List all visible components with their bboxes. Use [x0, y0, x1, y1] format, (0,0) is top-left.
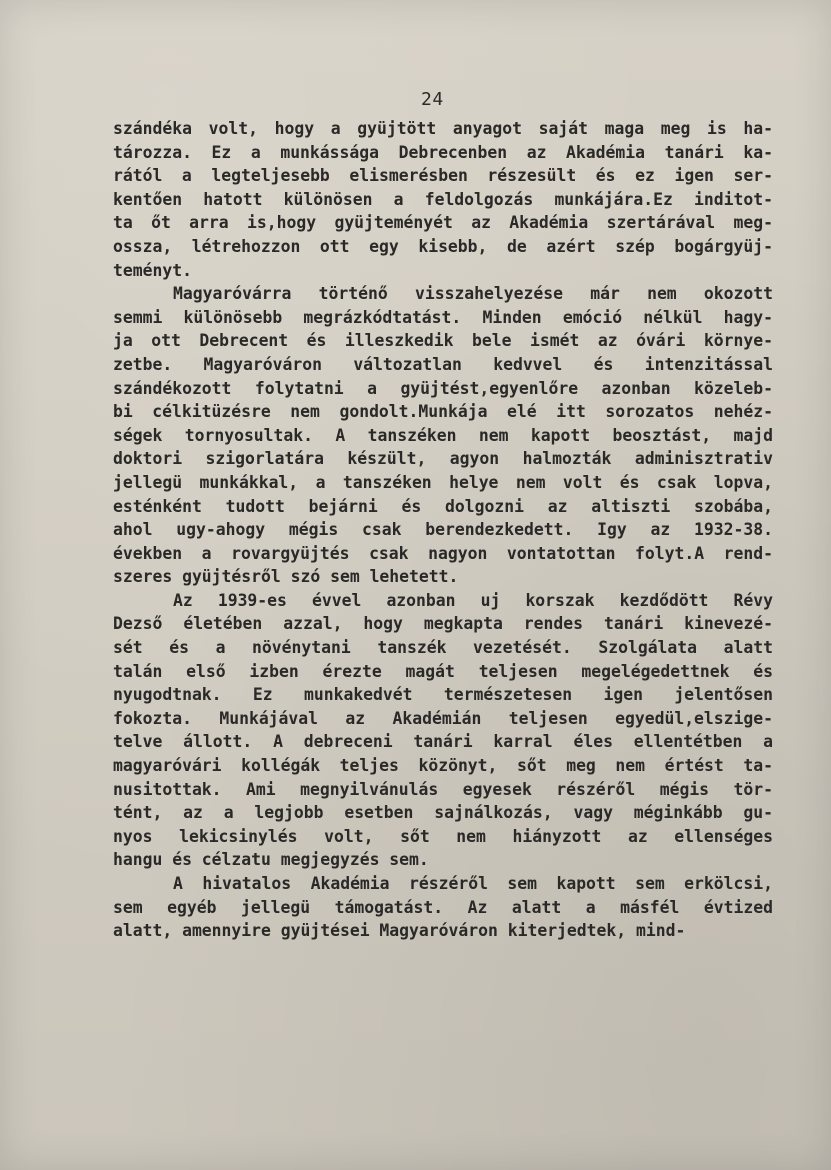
text-line: semmi különösebb megrázkódtatást. Minden emóció nélkül hagy- [113, 307, 773, 327]
body-text [113, 117, 773, 943]
text-line: alatt, amennyire gyüjtései Magyaróváron kiterjedtek, mind- [113, 921, 686, 941]
text-line: ta őt arra is,hogy gyüjteményét az Akadémia szertárával meg- [113, 213, 773, 233]
text-line: nusitottak. Ami megnyilvánulás egyesek részéről mégis tör- [113, 779, 773, 799]
paragraph [113, 872, 773, 943]
text-line: teményt. [113, 260, 192, 280]
paragraph [113, 282, 773, 589]
text-line: szándéka volt, hogy a gyüjtött anyagot saját maga meg is ha- [113, 119, 773, 138]
text-line: tént, az a legjobb esetben sajnálkozás, vagy méginkább gu- [113, 803, 773, 823]
text-line: magyaróvári kollégák teljes közönyt, sőt meg nem értést ta- [113, 756, 773, 776]
page-number: 24 [421, 89, 444, 110]
text-line: bi célkitüzésre nem gondolt.Munkája elé itt sorozatos nehéz- [113, 402, 773, 422]
text-line: esténként tudott bejárni és dolgozni az altiszti szobába, [113, 496, 773, 516]
text-line: ossza, létrehozzon ott egy kisebb, de azért szép bogárgyüj- [113, 236, 773, 256]
text-line: években a rovargyüjtés csak nagyon vontatottan folyt.A rend- [113, 543, 773, 563]
text-line: sét és a növénytani tanszék vezetését. Szolgálata alatt [113, 638, 773, 658]
text-line: ja ott Debrecent és illeszkedik bele ismét az óvári környe- [113, 331, 773, 351]
text-line: nyugodtnak. Ez munkakedvét természetesen igen jelentősen [113, 685, 773, 705]
text-line: hangu és célzatu megjegyzés sem. [113, 850, 429, 870]
text-line: doktori szigorlatára készült, agyon halmozták adminisztrativ [113, 449, 773, 469]
text-line: ahol ugy-ahogy mégis csak berendezkedett. Igy az 1932-38. [113, 520, 773, 540]
text-line: ségek tornyosultak. A tanszéken nem kapott beosztást, majd [113, 425, 773, 445]
paragraph [113, 117, 773, 282]
text-line: szeres gyüjtésről szó sem lehetett. [113, 567, 459, 587]
text-line: rától a legteljesebb elismerésben részesült és ez igen ser- [113, 166, 773, 186]
text-line: A hivatalos Akadémia részéről sem kapott sem erkölcsi, [173, 874, 773, 893]
text-line: tározza. Ez a munkássága Debrecenben az Akadémia tanári ka- [113, 142, 773, 162]
text-line: jellegü munkákkal, a tanszéken helye nem volt és csak lopva, [113, 472, 773, 492]
text-line: fokozta. Munkájával az Akadémián teljesen egyedül,elszige- [113, 708, 773, 728]
text-line: Az 1939-es évvel azonban uj korszak kezdődött Révy [173, 590, 773, 610]
text-line: Magyaróvárra történő visszahelyezése már nem okozott [173, 284, 773, 304]
text-line: szándékozott folytatni a gyüjtést,egyenlőre azonban közeleb- [113, 378, 773, 398]
text-line: kentően hatott különösen a feldolgozás munkájára.Ez inditot- [113, 189, 773, 209]
text-line: zetbe. Magyaróváron változatlan kedvvel és intenzitással [113, 354, 773, 374]
text-line: talán első izben érezte magát teljesen megelégedettnek és [113, 661, 773, 681]
text-line: telve állott. A debreceni tanári karral éles ellentétben a [113, 732, 773, 752]
text-line: sem egyéb jellegü támogatást. Az alatt a másfél évtized [113, 897, 773, 917]
text-line: Dezső életében azzal, hogy megkapta rendes tanári kinevezé- [113, 614, 773, 634]
text-line: nyos lekicsinylés volt, sőt nem hiányzott az ellenséges [113, 826, 773, 846]
paragraph [113, 589, 773, 872]
